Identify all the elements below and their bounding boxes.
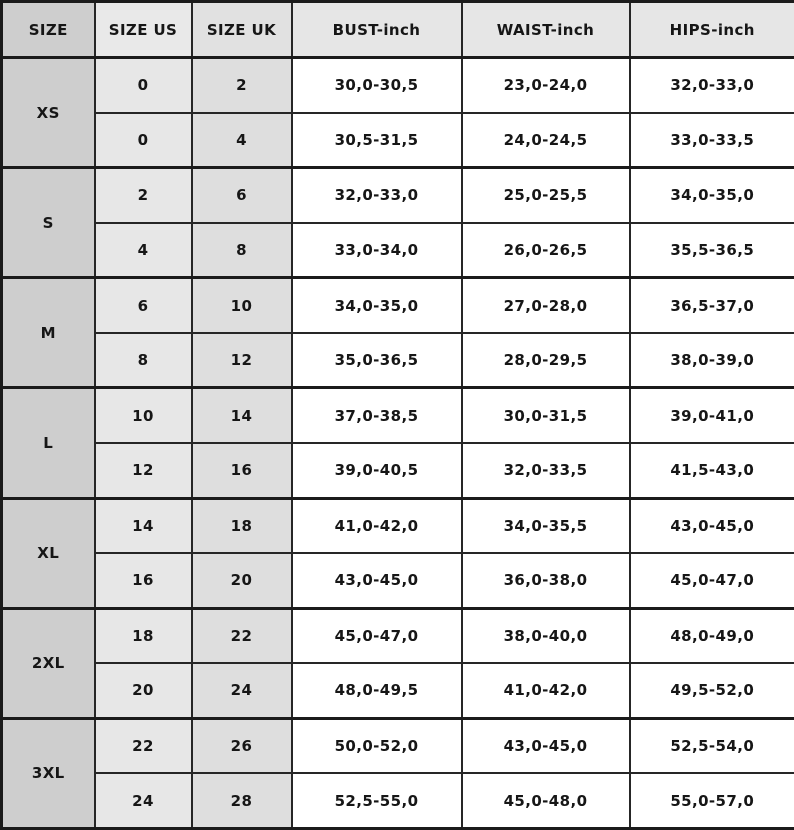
waist-cell: 38,0-40,0	[462, 608, 630, 663]
bust-cell: 34,0-35,0	[292, 278, 462, 333]
bust-cell: 33,0-34,0	[292, 223, 462, 278]
hips-cell: 38,0-39,0	[630, 333, 794, 388]
size-uk-cell: 8	[192, 223, 292, 278]
bust-cell: 35,0-36,5	[292, 333, 462, 388]
size-us-cell: 24	[95, 773, 192, 828]
hips-cell: 39,0-41,0	[630, 388, 794, 443]
size-uk-cell: 26	[192, 718, 292, 773]
hips-cell: 55,0-57,0	[630, 773, 794, 828]
size-us-cell: 10	[95, 388, 192, 443]
size-uk-cell: 28	[192, 773, 292, 828]
header-bust: BUST-inch	[292, 2, 462, 58]
size-label-m: M	[2, 278, 95, 388]
size-us-cell: 6	[95, 278, 192, 333]
size-uk-cell: 4	[192, 113, 292, 168]
table-row	[2, 223, 794, 278]
hips-cell: 45,0-47,0	[630, 553, 794, 608]
hips-cell: 41,5-43,0	[630, 443, 794, 498]
size-us-cell: 14	[95, 498, 192, 553]
size-uk-cell: 16	[192, 443, 292, 498]
waist-cell: 24,0-24,5	[462, 113, 630, 168]
table-row	[2, 718, 794, 773]
bust-cell: 30,5-31,5	[292, 113, 462, 168]
waist-cell: 32,0-33,5	[462, 443, 630, 498]
hips-cell: 52,5-54,0	[630, 718, 794, 773]
waist-cell: 30,0-31,5	[462, 388, 630, 443]
size-uk-cell: 2	[192, 58, 292, 113]
size-label-l: L	[2, 388, 95, 498]
bust-cell: 41,0-42,0	[292, 498, 462, 553]
size-us-cell: 0	[95, 58, 192, 113]
size-uk-cell: 6	[192, 168, 292, 223]
hips-cell: 32,0-33,0	[630, 58, 794, 113]
header-waist: WAIST-inch	[462, 2, 630, 58]
waist-cell: 45,0-48,0	[462, 773, 630, 828]
size-uk-cell: 22	[192, 608, 292, 663]
size-us-cell: 0	[95, 113, 192, 168]
size-label-3xl: 3XL	[2, 718, 95, 828]
bust-cell: 39,0-40,5	[292, 443, 462, 498]
header-size-us: SIZE US	[95, 2, 192, 58]
bust-cell: 48,0-49,5	[292, 663, 462, 718]
size-us-cell: 16	[95, 553, 192, 608]
table-row	[2, 113, 794, 168]
header-hips: HIPS-inch	[630, 2, 794, 58]
size-us-cell: 4	[95, 223, 192, 278]
bust-cell: 45,0-47,0	[292, 608, 462, 663]
bust-cell: 52,5-55,0	[292, 773, 462, 828]
header-row	[2, 2, 794, 58]
table-row	[2, 388, 794, 443]
waist-cell: 43,0-45,0	[462, 718, 630, 773]
waist-cell: 26,0-26,5	[462, 223, 630, 278]
hips-cell: 49,5-52,0	[630, 663, 794, 718]
table-row	[2, 608, 794, 663]
hips-cell: 34,0-35,0	[630, 168, 794, 223]
table-row	[2, 773, 794, 828]
size-label-xs: XS	[2, 58, 95, 168]
waist-cell: 36,0-38,0	[462, 553, 630, 608]
table-row	[2, 663, 794, 718]
waist-cell: 41,0-42,0	[462, 663, 630, 718]
hips-cell: 43,0-45,0	[630, 498, 794, 553]
table-row	[2, 278, 794, 333]
hips-cell: 33,0-33,5	[630, 113, 794, 168]
size-uk-cell: 20	[192, 553, 292, 608]
waist-cell: 25,0-25,5	[462, 168, 630, 223]
size-label-s: S	[2, 168, 95, 278]
size-uk-cell: 18	[192, 498, 292, 553]
hips-cell: 35,5-36,5	[630, 223, 794, 278]
bust-cell: 32,0-33,0	[292, 168, 462, 223]
size-us-cell: 22	[95, 718, 192, 773]
bust-cell: 50,0-52,0	[292, 718, 462, 773]
size-uk-cell: 12	[192, 333, 292, 388]
header-size-uk: SIZE UK	[192, 2, 292, 58]
hips-cell: 48,0-49,0	[630, 608, 794, 663]
size-uk-cell: 14	[192, 388, 292, 443]
bust-cell: 30,0-30,5	[292, 58, 462, 113]
bust-cell: 43,0-45,0	[292, 553, 462, 608]
size-us-cell: 20	[95, 663, 192, 718]
size-us-cell: 18	[95, 608, 192, 663]
header-size: SIZE	[2, 2, 95, 58]
table-row	[2, 168, 794, 223]
size-uk-cell: 10	[192, 278, 292, 333]
bust-cell: 37,0-38,5	[292, 388, 462, 443]
waist-cell: 27,0-28,0	[462, 278, 630, 333]
hips-cell: 36,5-37,0	[630, 278, 794, 333]
waist-cell: 23,0-24,0	[462, 58, 630, 113]
size-label-xl: XL	[2, 498, 95, 608]
waist-cell: 28,0-29,5	[462, 333, 630, 388]
size-us-cell: 12	[95, 443, 192, 498]
size-us-cell: 2	[95, 168, 192, 223]
table-row	[2, 58, 794, 113]
size-uk-cell: 24	[192, 663, 292, 718]
table-row	[2, 333, 794, 388]
table-row	[2, 443, 794, 498]
size-us-cell: 8	[95, 333, 192, 388]
size-label-2xl: 2XL	[2, 608, 95, 718]
waist-cell: 34,0-35,5	[462, 498, 630, 553]
table-row	[2, 498, 794, 553]
table-row	[2, 553, 794, 608]
